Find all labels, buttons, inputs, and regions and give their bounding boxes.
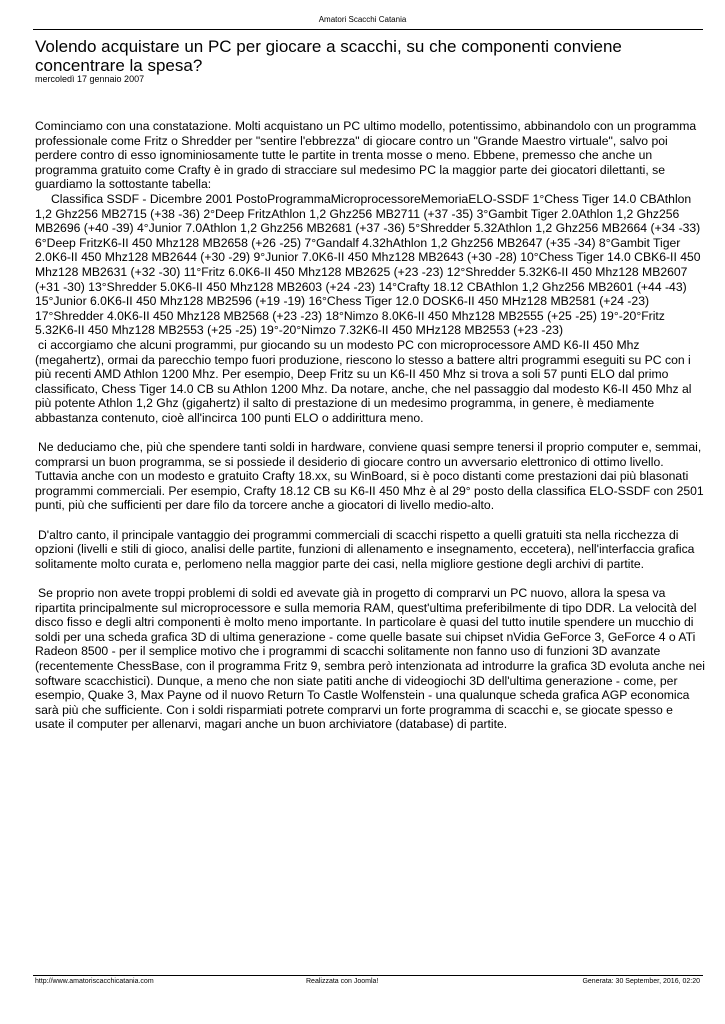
paragraph-hardware: Se proprio non avete troppi problemi di soldi ed avevate già in progetto di comprarvi un PC nuovo, allora la spesa va ripartita principalmente sul microprocessore e sulla memoria RAM, quest'ultima preferibilmente di tipo DDR. La velocità del disco fisso e degli altri componenti è molto meno importante. In particolare è quasi del tutto inutile spendere un mucchio di soldi per una scheda grafica 3D di ultima generazione - come quelle basate sui chipset nVidia GeForce 3, GeForce 4 o ATi Radeon 8500 - per il semplice motivo che i programmi di scacchi solitamente non fanno uso di funzioni 3D avanzate (recentemente ChessBase, con il programma Fritz 9, sembra però intenzionata ad introdurre la grafica 3D evoluta anche nei software scacchistici). Dunque, a meno che non siate patiti anche di videogiochi 3D dell'ultima generazione - come, per esempio, Quake 3, Max Payne od il nuovo Return To Castle Wolfenstein - una qualunque scheda grafica AGP economica sarà più che sufficiente. Con i soldi risparmiati potrete comprarvi un forte programma di scacchi e, se giocate spesso e usate il computer per allenarvi, magari anche un buon archiviatore (database) di partite. — [35, 586, 705, 732]
header-divider — [33, 29, 703, 30]
footer-powered-by: Realizzata con Joomla! — [306, 978, 379, 985]
page-footer — [35, 977, 703, 987]
article-date: mercoledì 17 gennaio 2007 — [35, 74, 145, 84]
ssdf-ranking-table: Classifica SSDF - Dicembre 2001 PostoProgrammaMicroprocessoreMemoriaELO-SSDF 1°Chess Tiger 14.0 CBAthlon 1,2 Ghz256 MB2715 (+38 -36) 2°Deep FritzAthlon 1,2 Ghz256 MB2711 (+37 -35) 3°Gambit Tiger 2.0Athlon 1,2 Ghz256 MB2696 (+40 -39) 4°Junior 7.0Athlon 1,2 Ghz256 MB2681 (+37 -36) 5°Shredder 5.32Athlon 1,2 Ghz256 MB2664 (+34 -33) 6°Deep FritzK6-II 450 Mhz128 MB2658 (+26 -25) 7°Gandalf 4.32hAthlon 1,2 Ghz256 MB2647 (+35 -34) 8°Gambit Tiger 2.0K6-II 450 Mhz128 MB2644 (+30 -29) 9°Junior 7.0K6-II 450 Mhz128 MB2643 (+30 -28) 10°Chess Tiger 14.0 CBK6-II 450 Mhz128 MB2631 (+32 -30) 11°Fritz 6.0K6-II 450 Mhz128 MB2625 (+23 -23) 12°Shredder 5.32K6-II 450 Mhz128 MB2607 (+31 -30) 13°Shredder 5.0K6-II 450 Mhz128 MB2603 (+24 -23) 14°Crafty 18.12 CBAthlon 1,2 Ghz256 MB2601 (+44 -43) 15°Junior 6.0K6-II 450 Mhz128 MB2596 (+19 -19) 16°Chess Tiger 12.0 DOSK6-II 450 MHz128 MB2581 (+24 -23) 17°Shredder 4.0K6-II 450 Mhz128 MB2568 (+23 -23) 18°Nimzo 8.0K6-II 450 Mhz128 MB2555 (+25 -25) 19°-20°Fritz 5.32K6-II 450 Mhz128 MB2553 (+25 -25) 19°-20°Nimzo 7.32K6-II 450 MHz128 MB2553 (+23 -23) — [35, 191, 701, 338]
site-header — [0, 15, 725, 25]
footer-url-link[interactable]: http://www.amatoriscacchicatania.com — [35, 978, 154, 985]
footer-divider — [33, 975, 703, 976]
article-body — [35, 119, 705, 747]
footer-generated-date: Generata: 30 September, 2016, 02:20 — [582, 978, 700, 985]
paragraph-deduction: Ne deduciamo che, più che spendere tanti soldi in hardware, conviene quasi sempre tenersi il proprio computer e, semmai, comprarsi un buon programma, se si possiede il desiderio di giocare contro un avversario elettronico di ottimo livello. Tuttavia anche con un modesto e gratuito Crafty 18.xx, su WinBoard, si è poco distanti come prestazioni dai più blasonati programmi commerciali. Per esempio, Crafty 18.12 CB su K6-II 450 Mhz è al 29° posto della classifica ELO-SSDF con 2501 punti, più che sufficienti per dare filo da torcere anche a giocatori di livello medio-alto. — [35, 440, 704, 513]
paragraph-commercial: D'altro canto, il principale vantaggio dei programmi commerciali di scacchi rispetto a quelli gratuiti sta nella ricchezza di opzioni (livelli e stili di gioco, analisi delle partite, funzioni di allenamento e insegnamento, eccetera), nell'interfaccia grafica solitamente molto curata e, perlomeno nella maggior parte dei casi, nella migliore gestione degli archivi di partite. — [35, 527, 695, 571]
site-name: Amatori Scacchi Catania — [318, 15, 407, 24]
article-title: Volendo acquistare un PC per giocare a scacchi, su che componenti conviene concentrare la spesa? — [35, 37, 622, 75]
paragraph-after-table: ci accorgiamo che alcuni programmi, pur giocando su un modesto PC con microprocessore AMD K6-II 450 Mhz (megahertz), ormai da parecchio tempo fuori produzione, riescono lo stesso a battere altri programmi eseguiti su PC con i più recenti AMD Athlon 1200 Mhz. Per esempio, Deep Fritz su un K6-II 450 Mhz si trova a soli 57 punti ELO dal primo classificato, Chess Tiger 14.0 CB su Athlon 1200 Mhz. Da notare, anche, che nel passaggio dal modesto K6-II 450 Mhz al più potente Athlon 1,2 Ghz (gigahertz) il salto di prestazione di un medesimo programma, in genere, è mediamente abbastanza contenuto, cioè all'incirca 100 punti ELO o addirittura meno. — [35, 337, 692, 425]
paragraph-intro: Cominciamo con una constatazione. Molti acquistano un PC ultimo modello, potentissimo, abbinandolo con un programma professionale come Fritz o Shredder per "sentire l'ebbrezza" di giocare contro un "Grande Maestro virtuale", salvo poi perdere contro di esso ignominiosamente tutte le partite in trenta mosse o meno. Ebbene, premesso che anche un programma gratuito come Crafty è in grado di stracciare sul medesimo PC la maggior parte dei giocatori dilettanti, se guardiamo la sottostante tabella: — [35, 119, 697, 192]
